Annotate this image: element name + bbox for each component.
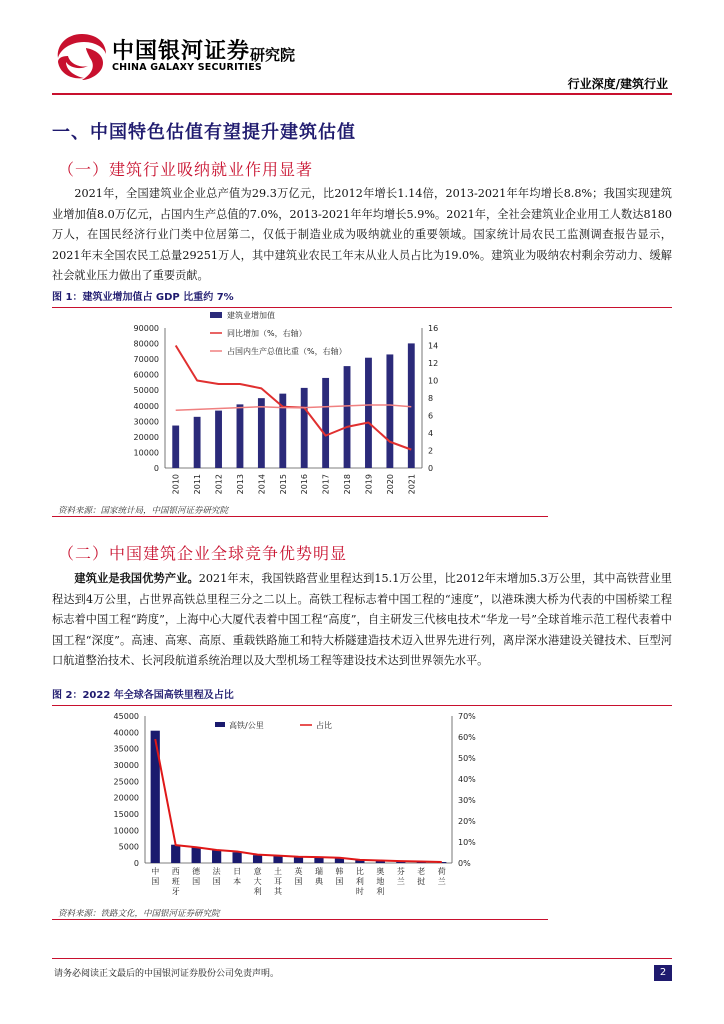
y-tick-label: 30000 [133, 417, 159, 427]
subsection-title-2: （二）中国建筑企业全球竞争优势明显 [58, 544, 348, 563]
x-tick-label-char: 日 [233, 867, 242, 876]
page-number: 2 [654, 965, 672, 981]
bar-2011 [194, 417, 201, 468]
y-tick-label: 70000 [133, 355, 159, 365]
y-tick-label: 0 [153, 464, 159, 473]
x-tick-label: 2016 [300, 474, 310, 495]
subsection-title-1: （一）建筑行业吸纳就业作用显著 [58, 160, 314, 179]
x-tick-label-char: 利 [355, 877, 364, 886]
bar-意大利 [253, 855, 262, 863]
x-tick-label-char: 国 [151, 877, 160, 886]
x-tick-label: 2020 [385, 474, 395, 495]
x-tick-label: 2019 [364, 474, 374, 495]
figure1-chart [110, 310, 470, 505]
series-line-2 [176, 405, 412, 410]
y-tick-label: 10000 [133, 448, 159, 458]
series-line-1 [176, 346, 412, 450]
x-tick-label-char: 时 [355, 887, 364, 896]
x-tick-label-char: 国 [335, 877, 344, 886]
x-tick-label-char: 德 [192, 867, 201, 876]
department-name: 研究院 [250, 46, 296, 64]
report-tag: 行业深度/建筑行业 [567, 77, 668, 91]
y-tick-label: 20000 [133, 432, 159, 442]
x-tick-label-char: 法 [212, 867, 221, 876]
legend-label-bar: 高铁/公里 [229, 721, 264, 730]
x-tick-label-char: 西 [171, 867, 180, 876]
y2-tick-label: 4 [428, 429, 434, 438]
y2-tick-label: 10 [428, 376, 439, 386]
y2-tick-label: 10% [458, 838, 476, 847]
bar-日本 [232, 852, 241, 863]
x-tick-label-char: 国 [294, 877, 303, 886]
bar-2017 [322, 378, 329, 468]
x-tick-label-char: 芬 [396, 867, 405, 876]
series-line-share [155, 739, 442, 862]
y2-tick-label: 40% [458, 775, 476, 784]
y-tick-label: 15000 [113, 810, 139, 819]
x-tick-label-char: 意 [253, 867, 262, 876]
bar-2014 [258, 398, 265, 468]
company-name-en: CHINA GALAXY SECURITIES [112, 62, 262, 73]
x-tick-label-char: 英 [294, 867, 303, 876]
bar-2016 [301, 388, 308, 468]
x-tick-label-char: 典 [314, 877, 323, 886]
y2-tick-label: 60% [458, 733, 476, 742]
y2-tick-label: 6 [428, 411, 434, 421]
x-tick-label-char: 兰 [396, 877, 405, 886]
y-tick-label: 60000 [133, 370, 159, 380]
figure2-source: 资料来源：铁路文化，中国银河证券研究院 [58, 909, 220, 919]
x-tick-label-char: 挝 [417, 877, 426, 886]
y2-tick-label: 0 [428, 464, 434, 473]
figure2-chart [100, 708, 490, 904]
bar-西班牙 [171, 845, 180, 863]
figure2-bottom-rule [52, 919, 548, 920]
x-tick-label-char: 老 [417, 867, 426, 876]
y2-tick-label: 16 [428, 324, 439, 333]
x-tick-label-char: 大 [253, 877, 262, 886]
y2-tick-label: 50% [458, 754, 476, 763]
legend-label-line: 占比 [316, 721, 332, 730]
x-tick-label: 2013 [235, 474, 245, 495]
paragraph-global-advantage [52, 568, 672, 672]
x-tick-label: 2012 [214, 474, 224, 495]
paragraph-body: 2021年末，我国铁路营业里程达到15.1万公里，比2012年末增加5.3万公里，其中高铁营业里程达到4万公里，占世界高铁总里程三分之二以上。高铁工程标志着中国工程的“速度”，以港珠澳大桥为代表的中国桥梁工程标志着中国工程“跨度”，上海中心大厦代表着中国工程“高度”，自主研发三代核电技术“华龙一号”全球首堆示范工程代表着中国工程“深度”。高速、高寒、高原、重载铁路施工和特大桥隧建造技术迈入世界先进行列，离岸深水港建设关键技术、巨型河口航道整治技术、长河段航道系统治理以及大型机场工程等建设技术达到世界领先水平。 [52, 572, 672, 667]
figure1-title: 图 1：建筑业增加值占 GDP 比重约 7% [52, 289, 672, 308]
y2-tick-label: 2 [428, 446, 434, 456]
y-tick-label: 25000 [113, 777, 139, 787]
legend-swatch-bar [215, 722, 225, 727]
x-tick-label-char: 国 [192, 877, 201, 886]
paragraph-employment: 2021年，全国建筑业企业总产值为29.3万亿元，比2012年增长1.14倍，2013-2021年年均增长8.8%；我国实现建筑业增加值8.0万亿元，占国内生产总值的7.0%，2013-2021年年均增长5.9%。2021年，全社会建筑业企业用工人数达8180万人，在国民经济行业门类中位居第二，仅低于制造业成为吸纳就业的重要领域。国家统计局农民工监测调查报告显示，2021年末全国农民工总量29251万人，其中建筑业农民工年末从业人员占比为19.0%。建筑业为吸纳农村剩余劳动力、缓解社会就业压力做出了重要贡献。 [52, 187, 672, 282]
y-tick-label: 0 [133, 859, 139, 868]
y2-tick-label: 30% [458, 796, 476, 805]
y-tick-label: 20000 [113, 793, 139, 803]
x-tick-label-char: 其 [274, 887, 283, 896]
y2-tick-label: 0% [458, 859, 471, 868]
galaxy-logo-icon [52, 28, 112, 84]
y2-tick-label: 12 [428, 359, 439, 368]
header-divider [52, 93, 672, 95]
bar-2012 [215, 411, 222, 468]
x-tick-label-char: 土 [274, 867, 283, 876]
x-tick-label-char: 韩 [335, 867, 344, 876]
figure1-source: 资料来源：国家统计局，中国银河证券研究院 [58, 506, 229, 516]
x-tick-label: 2014 [257, 474, 267, 495]
x-tick-label-char: 瑞 [314, 867, 323, 876]
x-tick-label-char: 国 [212, 877, 221, 886]
y2-tick-label: 14 [428, 341, 439, 351]
y-tick-label: 45000 [113, 712, 139, 721]
x-tick-label-char: 本 [233, 877, 242, 886]
legend-label-bar: 建筑业增加值 [227, 311, 275, 320]
bar-2018 [344, 366, 351, 468]
figure1-bottom-rule [52, 516, 548, 517]
y-tick-label: 10000 [113, 826, 139, 836]
y-tick-label: 35000 [113, 744, 139, 754]
x-tick-label: 2011 [193, 474, 203, 495]
legend-label-line2: 占国内生产总值比重（%，右轴） [227, 347, 347, 356]
x-tick-label-char: 耳 [274, 877, 283, 886]
legend-label-line1: 同比增加（%，右轴） [227, 329, 307, 338]
company-name-cn: 中国银河证券 [112, 39, 251, 64]
x-tick-label-char: 牙 [171, 887, 180, 896]
y2-tick-label: 8 [428, 394, 434, 403]
y2-tick-label: 20% [458, 817, 476, 826]
x-tick-label-char: 奥 [376, 867, 385, 876]
x-tick-label-char: 利 [376, 887, 385, 896]
x-tick-label-char: 比 [355, 867, 364, 876]
y-tick-label: 50000 [133, 386, 159, 396]
y-tick-label: 40000 [133, 401, 159, 411]
y-tick-label: 40000 [113, 728, 139, 738]
footer-disclaimer: 请务必阅读正文最后的中国银河证券股份公司免责声明。 [54, 969, 280, 979]
x-tick-label-char: 地 [376, 877, 385, 886]
bar-2020 [386, 354, 393, 468]
bar-2010 [172, 426, 179, 468]
legend-swatch-bar [210, 312, 222, 318]
footer-divider [52, 958, 672, 959]
x-tick-label-char: 中 [151, 867, 160, 876]
x-tick-label-char: 荷 [437, 867, 446, 876]
section-title: 一、中国特色估值有望提升建筑估值 [52, 122, 356, 143]
figure2-title: 图 2：2022 年全球各国高铁里程及占比 [52, 687, 672, 706]
x-tick-label-char: 兰 [437, 877, 446, 886]
x-tick-label-char: 利 [253, 887, 262, 896]
y-tick-label: 5000 [118, 842, 139, 852]
bar-法国 [212, 850, 221, 863]
x-tick-label: 2015 [278, 474, 288, 495]
y-tick-label: 90000 [133, 324, 159, 333]
bar-2019 [365, 358, 372, 468]
bar-2013 [237, 404, 244, 468]
x-tick-label: 2010 [171, 474, 181, 495]
y-tick-label: 80000 [133, 339, 159, 349]
bar-德国 [192, 847, 201, 863]
y2-tick-label: 70% [458, 712, 476, 721]
y-tick-label: 30000 [113, 761, 139, 770]
paragraph-lead: 建筑业是我国优势产业。 [74, 571, 199, 585]
x-tick-label: 2017 [321, 474, 331, 495]
x-tick-label: 2018 [343, 474, 353, 495]
x-tick-label-char: 班 [171, 877, 180, 886]
x-tick-label: 2021 [407, 474, 417, 495]
